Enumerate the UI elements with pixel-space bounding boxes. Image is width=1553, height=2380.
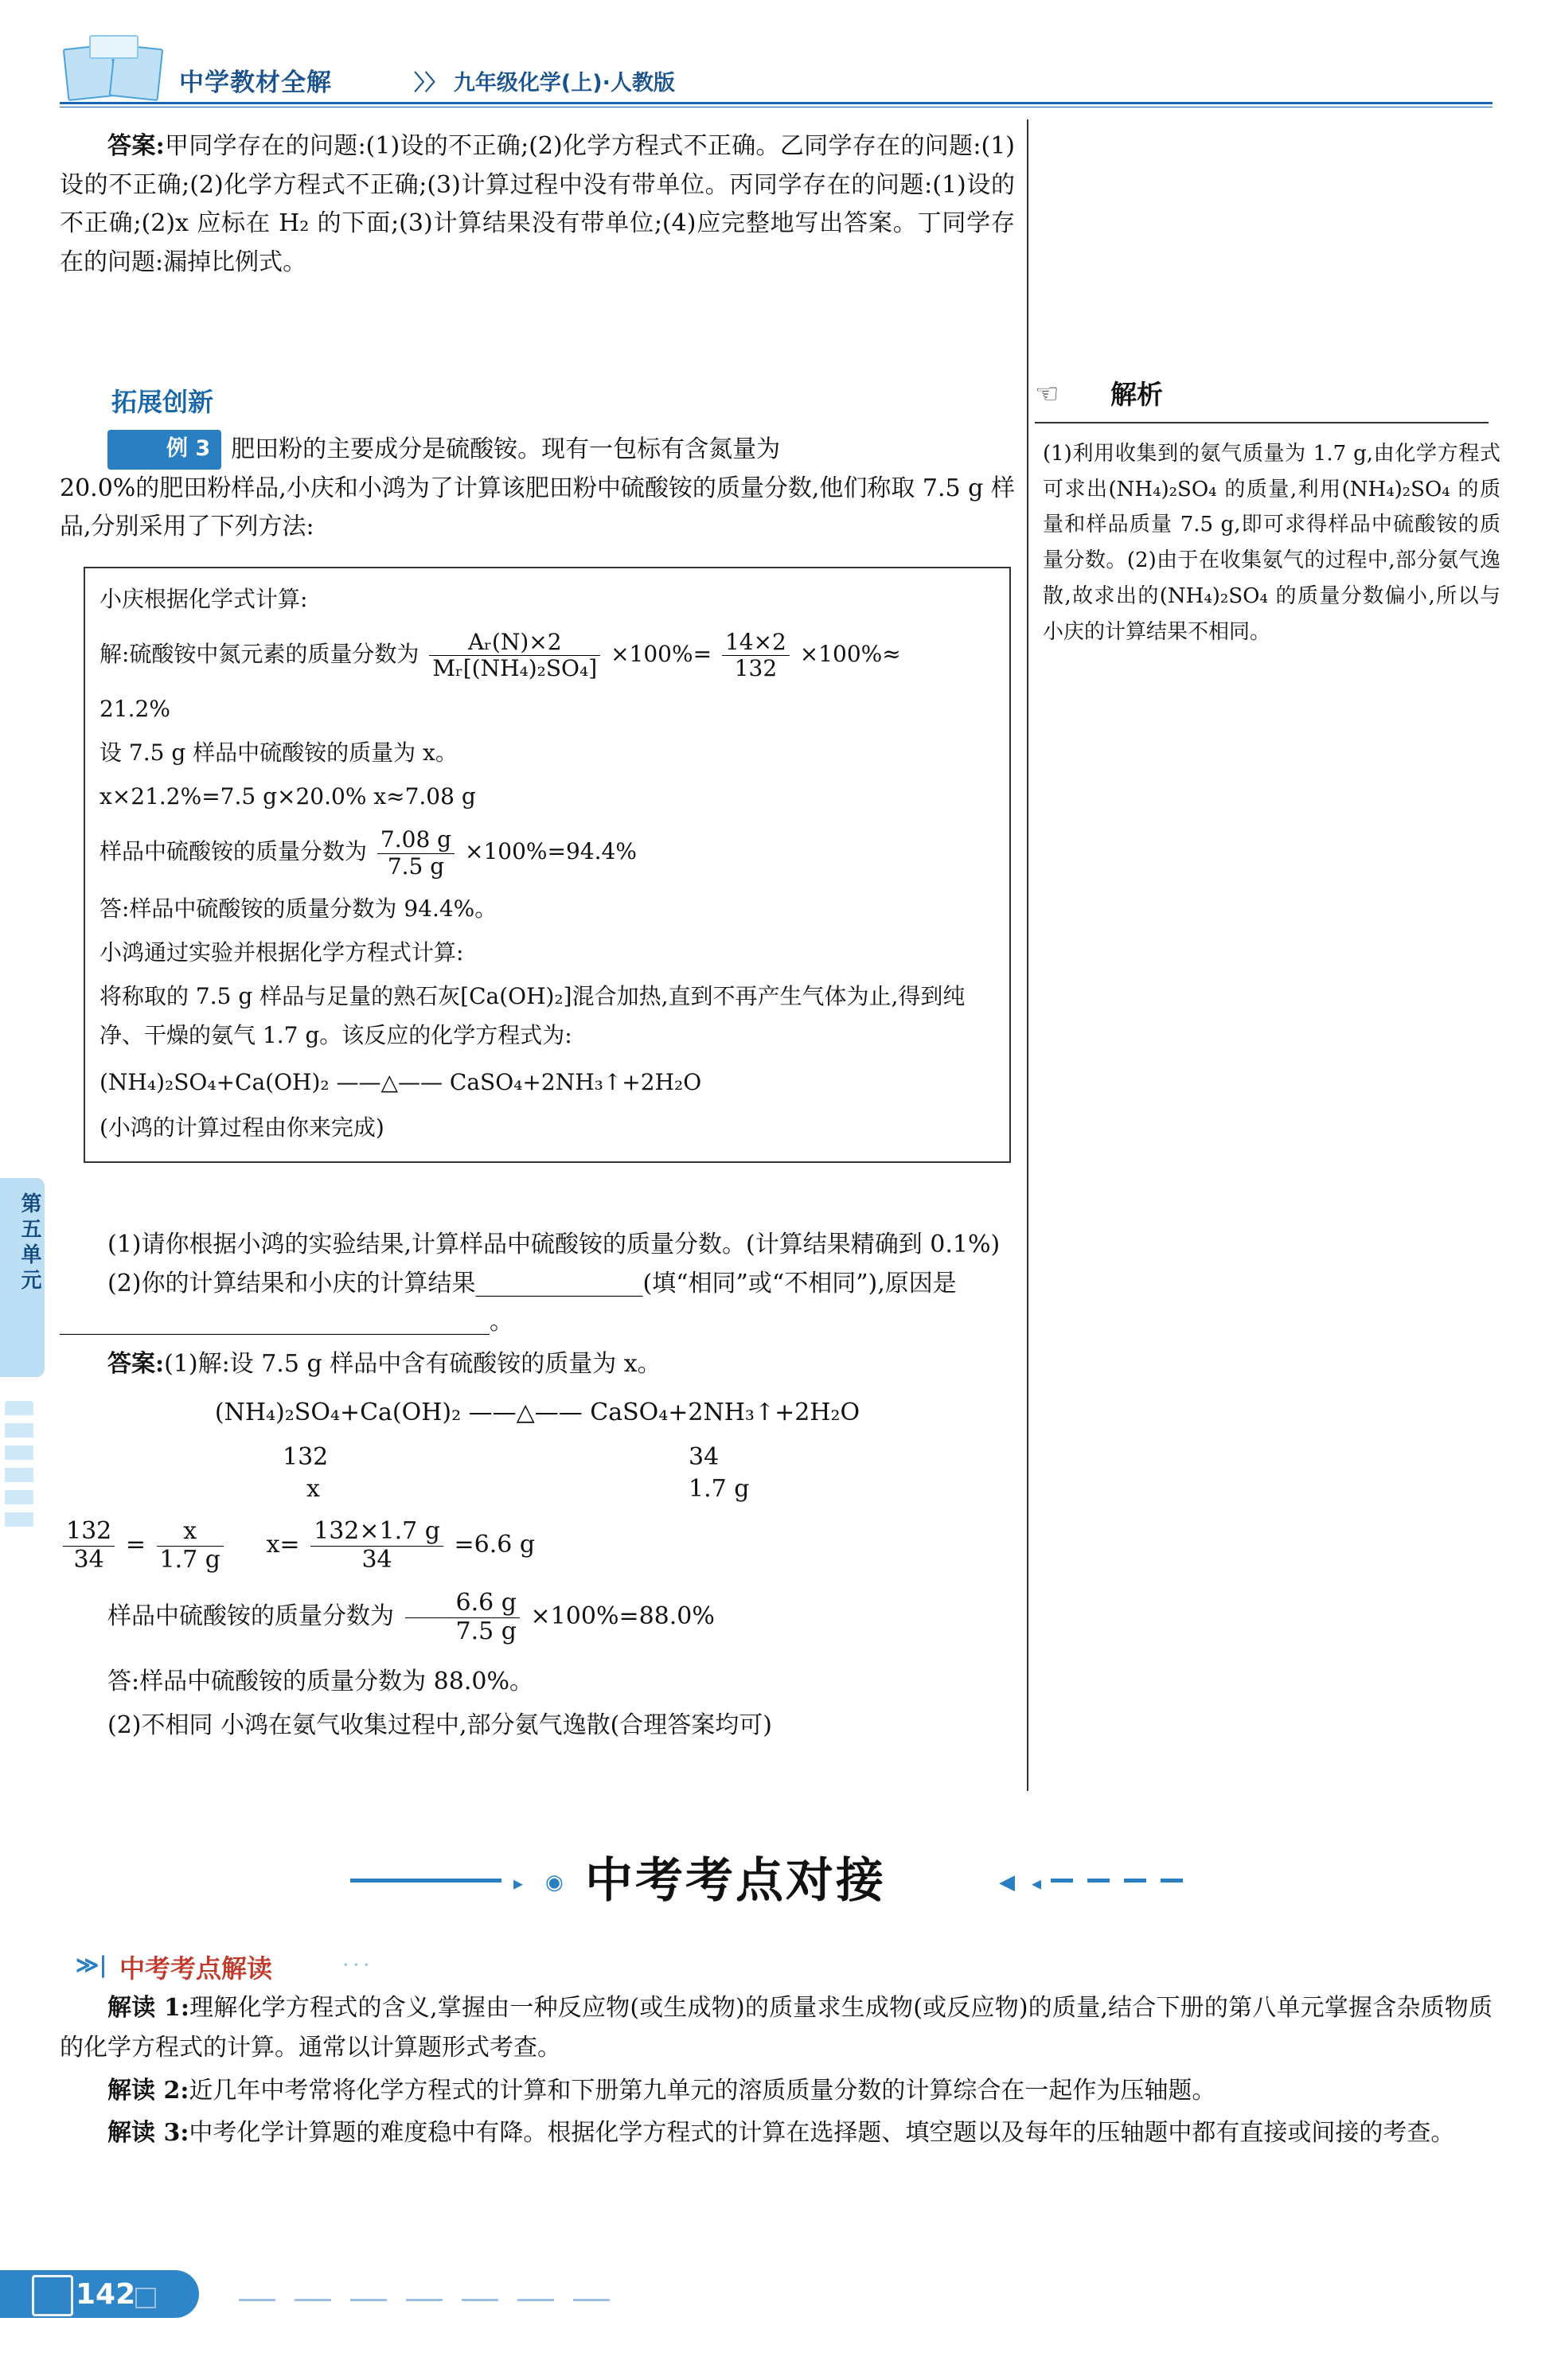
massfrac-prefix: 样品中硫酸铵的质量分数为 xyxy=(107,1602,394,1631)
answer2-equation: (NH₄)₂SO₄+Ca(OH)₂ ——△—— CaSO₄+2NH₃↑+2H₂O xyxy=(214,1398,860,1426)
page-subtitle xyxy=(414,65,675,96)
stoich-right: 34 xyxy=(689,1443,720,1472)
banner-dash-left xyxy=(350,1879,501,1883)
var-right: 1.7 g xyxy=(689,1475,750,1504)
fraction-numerator: 132 xyxy=(63,1518,115,1547)
box-line2 xyxy=(100,630,995,681)
box-line6 xyxy=(100,827,995,879)
subheading-marker-icon: ≫| xyxy=(76,1952,107,1978)
box-mid2: ×100%≈ xyxy=(799,641,901,668)
answer2-stoich xyxy=(60,1438,1015,1470)
exam-point-item xyxy=(60,2071,1493,2111)
answer2-answer-line: 答:样品中硫酸铵的质量分数为 88.0%。 xyxy=(107,1668,533,1696)
example-stem-line2: 20.0%的肥田粉样品,小庆和小鸿为了计算该肥田粉中硫酸铵的质量分数,他们称取 7.5 g 样品,分别采用了下列方法: xyxy=(60,474,1015,541)
banner-triangle-right-2: ◂ xyxy=(1032,1872,1042,1894)
fraction-numerator: x xyxy=(157,1518,224,1547)
section-heading-innovation: 拓展创新 xyxy=(111,387,214,417)
answer-label: 答案: xyxy=(107,132,165,160)
fraction-denominator: 1.7 g xyxy=(159,1545,220,1574)
header-subtitle-text: 九年级化学(上)·人教版 xyxy=(453,71,675,96)
stoich-left: 132 xyxy=(283,1443,329,1472)
answer-paragraph xyxy=(60,127,1015,282)
exam-point-item xyxy=(60,1988,1493,2068)
annotation-body: (1)利用收集到的氨气质量为 1.7 g,由化学方程式可求出(NH₄)₂SO₄ 的质量,利用(NH₄)₂SO₄ 的质量和样品质量 7.5 g,即可求得样品中硫酸铵的质量分数。(2)由于在收集氨气的过程中,部分氨气逸散,故求出的(NH₄)₂SO₄ 的质量分数偏小,所以与小庆的计算结果不相同。 xyxy=(1043,442,1500,644)
exam-point-text: 近几年中考常将化学方程式的计算和下册第九单元的溶质质量分数的计算综合在一起作为压轴题。 xyxy=(189,2076,1216,2105)
column-divider xyxy=(1027,119,1028,1791)
question-1: (1)请你根据小鸿的实验结果,计算样品中硫酸铵的质量分数。(计算结果精确到 0.1%) xyxy=(107,1231,1001,1258)
fraction-132-34 xyxy=(63,1518,115,1574)
fraction-numerator: 6.6 g xyxy=(405,1590,520,1618)
question-list xyxy=(60,1226,1015,1342)
box-line10: (小鸿的计算过程由你来完成) xyxy=(100,1114,384,1141)
page-title: 中学教材全解 xyxy=(179,68,332,97)
header-rule-thick xyxy=(60,102,1493,104)
fraction-66-75 xyxy=(405,1590,520,1645)
box-line5: x×21.2%=7.5 g×20.0% x≈7.08 g xyxy=(100,783,476,810)
page-number: 142 xyxy=(76,2278,136,2311)
box-line3: 21.2% xyxy=(100,696,170,723)
question-2 xyxy=(60,1265,1015,1342)
answer2-line1: (1)解:设 7.5 g 样品中含有硫酸铵的质量为 x。 xyxy=(164,1350,661,1378)
fraction-numerator: 14×2 xyxy=(722,630,790,656)
fraction-14x2-132 xyxy=(722,630,790,681)
answer2-vars xyxy=(60,1470,1015,1507)
exam-points-body xyxy=(60,1988,1493,2156)
box-line1: 小庆根据化学式计算: xyxy=(100,586,308,612)
fraction-denominator: 7.5 g xyxy=(387,853,445,880)
answer2-massfrac xyxy=(60,1590,1015,1645)
exam-point-label: 解读 3: xyxy=(107,2119,189,2148)
question-2-blank-2[interactable]: ____________________________________ xyxy=(60,1308,490,1336)
question-2-end: 。 xyxy=(490,1308,513,1336)
fraction-numerator: 132×1.7 g xyxy=(310,1518,443,1547)
example-stem-line1: 肥田粉的主要成分是硫酸铵。现有一包标有含氮量为 xyxy=(231,435,781,463)
fraction-denominator: 34 xyxy=(361,1545,392,1574)
equals-sign: = xyxy=(125,1531,146,1559)
solution-box xyxy=(84,567,1011,1163)
fraction-708-75 xyxy=(377,827,455,879)
box-line2-prefix: 解:硫酸铵中氮元素的质量分数为 xyxy=(100,641,419,668)
book-logo-icon xyxy=(62,32,166,107)
fraction-denominator: 7.5 g xyxy=(455,1617,517,1645)
fraction-x-17g xyxy=(157,1518,224,1574)
fraction-denominator: 132 xyxy=(734,655,778,682)
subheading-dots: ··· xyxy=(342,1952,373,1978)
fraction-denominator: 34 xyxy=(73,1545,104,1574)
annotation-rule xyxy=(1035,422,1489,423)
var-left: x xyxy=(306,1475,320,1504)
main-text-column xyxy=(60,127,1015,285)
banner-triangle-left-1: ▸ xyxy=(513,1872,524,1894)
footer-dash-line xyxy=(239,2299,621,2301)
question-2-part2: (填“相同”或“不相同”),原因是 xyxy=(642,1269,957,1297)
unit-side-tab xyxy=(0,1178,45,1377)
pointing-hand-icon: ☜ xyxy=(1035,378,1059,410)
exam-point-item xyxy=(60,2113,1493,2153)
answer-block-2 xyxy=(60,1345,1015,1745)
banner-triangle-left-2: ◉ xyxy=(545,1871,564,1894)
solve-suffix: =6.6 g xyxy=(454,1531,536,1559)
fraction-numerator: Aᵣ(N)×2 xyxy=(429,630,600,656)
unit-side-tab-label: 第五单元 xyxy=(18,1192,41,1294)
fraction-nitrogen xyxy=(429,630,600,681)
exam-point-text: 中考化学计算题的难度稳中有降。根据化学方程式的计算在选择题、填空题以及每年的压轴题中都有直接或间接的考查。 xyxy=(189,2119,1455,2148)
box-line9: 将称取的 7.5 g 样品与足量的熟石灰[Ca(OH)₂]混合加热,直到不再产生气体为止,得到纯净、干燥的氨气 1.7 g。该反应的化学方程式为: xyxy=(100,982,966,1048)
fraction-numerator: 7.08 g xyxy=(377,827,455,853)
answer2-line2: (2)不相同 小鸿在氨气收集过程中,部分氨气逸散(合理答案均可) xyxy=(107,1711,772,1739)
question-2-part1: (2)你的计算结果和小庆的计算结果 xyxy=(107,1269,476,1297)
fraction-denominator: Mᵣ[(NH₄)₂SO₄] xyxy=(432,655,598,682)
exam-point-label: 解读 1: xyxy=(107,1994,189,2022)
example-stem xyxy=(60,430,1015,547)
box-line8: 小鸿通过实验并根据化学方程式计算: xyxy=(100,938,464,966)
banner-title: 中考考点对接 xyxy=(585,1853,886,1909)
answer2-proportion xyxy=(60,1518,1015,1574)
fraction-solve xyxy=(310,1518,443,1574)
subheading-exam-points: 中考考点解读 xyxy=(119,1953,273,1984)
answer2-head xyxy=(60,1345,1015,1384)
annotation-title: 解析 xyxy=(1110,379,1163,410)
box-line7: 答:样品中硫酸铵的质量分数为 94.4%。 xyxy=(100,895,498,922)
box-line4: 设 7.5 g 样品中硫酸铵的质量为 x。 xyxy=(100,739,458,767)
box-line6-suffix: ×100%=94.4% xyxy=(465,838,637,865)
box-mid1: ×100%= xyxy=(611,641,712,668)
answer-text: 甲同学存在的问题:(1)设的不正确;(2)化学方程式不正确。乙同学存在的问题:(1)设的不正确;(2)化学方程式不正确;(3)计算过程中没有带单位。丙同学存在的问题:(1)设的不正确;(2)x 应标在 H₂ 的下面;(3)计算结果没有带单位;(4)应完整地写出答案。丁同学存在的问题:漏掉比例式。 xyxy=(60,132,1015,276)
banner-triangle-right-1: ◀ xyxy=(999,1871,1015,1894)
massfrac-suffix: ×100%=88.0% xyxy=(530,1602,715,1631)
example-badge: 例 3 xyxy=(107,430,221,470)
banner-dash-right xyxy=(1051,1879,1186,1883)
exam-point-label: 解读 2: xyxy=(107,2076,189,2105)
question-2-blank-1[interactable]: ______________ xyxy=(475,1269,643,1297)
box-line6-prefix: 样品中硫酸铵的质量分数为 xyxy=(100,838,368,865)
solve-prefix: x= xyxy=(266,1531,300,1559)
header-divider-glyph: 〉〉 xyxy=(414,71,447,96)
footer-square-icon xyxy=(135,2288,156,2308)
footer-doodle-icon xyxy=(32,2275,73,2316)
answer2-label: 答案: xyxy=(107,1350,165,1378)
box-equation: (NH₄)₂SO₄+Ca(OH)₂ ——△—— CaSO₄+2NH₃↑+2H₂O xyxy=(100,1068,702,1095)
exam-point-text: 理解化学方程式的含义,掌握由一种反应物(或生成物)的质量求生成物(或反应物)的质量,结合下册的第八单元掌握含杂质物质的化学方程式的计算。通常以计算题形式考查。 xyxy=(60,1994,1493,2062)
side-decoration xyxy=(5,1401,33,1528)
